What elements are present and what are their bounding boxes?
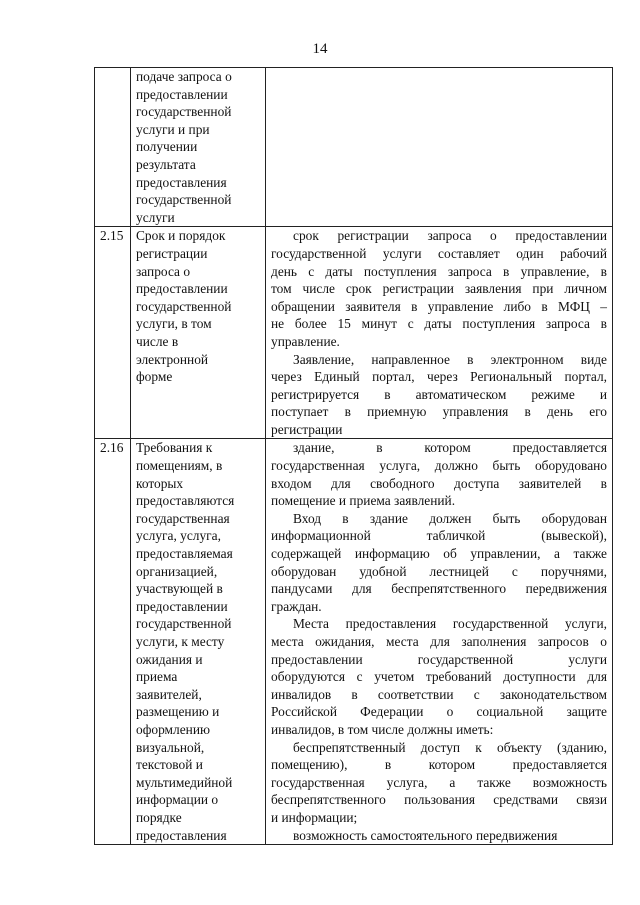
page-number: 14	[312, 41, 328, 57]
section-title-line: предоставлении	[136, 598, 228, 614]
paragraph-line: помещение и приема заявлений.	[271, 493, 456, 509]
section-title-line: государственной	[136, 616, 232, 632]
paragraph-line: инвалидов, в том числе должны иметь:	[271, 721, 494, 737]
section-title-line: ожидания и	[136, 651, 203, 667]
section-title-line: числе в	[136, 333, 179, 349]
section-title-line: которых	[136, 475, 184, 491]
section-title-line: порядке	[136, 809, 182, 825]
paragraph-line: государственная услуга, должно быть оборудовано	[271, 458, 607, 474]
paragraph	[271, 439, 607, 509]
paragraph-line: здание, в котором предоставляется	[293, 440, 607, 456]
paragraph-line: граждан.	[271, 598, 322, 614]
section-title-line: государственной	[136, 298, 232, 314]
section-title-line: электронной	[136, 351, 209, 367]
section-title-line: предоставления	[136, 174, 227, 190]
paragraph-line: и информации;	[271, 809, 358, 825]
paragraph-line: поступает в приемную управления в день его	[271, 404, 607, 420]
section-number	[95, 68, 131, 227]
paragraph-line: помещению), в котором предоставляется	[271, 757, 607, 773]
paragraph-line: входом для свободного доступа заявителей в	[271, 475, 607, 491]
section-title-line: регистрации	[136, 245, 208, 261]
section-title-line: государственной	[136, 192, 232, 208]
section-title-line: визуальной,	[136, 739, 205, 755]
paragraph	[271, 615, 607, 738]
paragraph-line: не более 15 минут с даты поступления запроса в	[271, 316, 607, 332]
section-title-line: результата	[136, 156, 196, 172]
table-row	[95, 439, 613, 845]
paragraph-line: предоставлении государственной услуги	[271, 651, 607, 667]
paragraph-line: возможность самостоятельного передвижения	[293, 827, 558, 843]
section-title-line: запроса о	[136, 263, 191, 279]
paragraph	[271, 510, 607, 616]
paragraph-line: регистрируется в автоматическом режиме и	[271, 386, 607, 402]
section-title-line: размещению и	[136, 704, 220, 720]
section-content	[266, 68, 613, 227]
paragraph-line: регистрации	[271, 421, 343, 437]
paragraph-line: обращении заявителя в управление либо в МФЦ –	[271, 298, 607, 314]
section-title-line: текстовой и	[136, 757, 203, 773]
paragraph-line: беспрепятственного пользования средствами связи	[271, 792, 607, 808]
paragraph-line: беспрепятственный доступ к объекту (зданию,	[293, 739, 607, 755]
section-title-line: услуга, услуга,	[136, 528, 221, 544]
section-title-line: форме	[136, 369, 173, 385]
paragraph	[271, 227, 607, 350]
section-title-line: Требования к	[136, 440, 213, 456]
section-title	[131, 227, 266, 439]
paragraph	[271, 827, 607, 845]
section-title-line: мультимедийной	[136, 774, 233, 790]
section-title-line: предоставляются	[136, 493, 235, 509]
section-title-line: информации о	[136, 792, 219, 808]
section-title-line: оформлению	[136, 721, 210, 737]
paragraph-line: пандусами для беспрепятственного передвижения	[271, 581, 607, 597]
section-title	[131, 68, 266, 227]
section-title	[131, 439, 266, 845]
paragraph-line: государственной услуги составляет один рабочий	[271, 245, 607, 261]
paragraph-line: том числе срок регистрации заявления при личном	[271, 281, 607, 297]
section-number: 2.15	[95, 227, 131, 439]
paragraph-line: срок регистрации запроса о предоставлении	[293, 228, 607, 244]
paragraph-line: места ожидания, места для заполнения запросов о	[271, 634, 607, 649]
paragraph-line: информационной табличкой (вывеской),	[271, 528, 607, 544]
section-title-line: предоставлении	[136, 281, 228, 297]
paragraph-line: Вход в здание должен быть оборудован	[293, 510, 607, 526]
table-body	[95, 68, 613, 845]
section-title-line: подаче запроса о	[136, 69, 232, 84]
section-title-line: участвующей в	[136, 581, 223, 597]
section-content	[266, 439, 613, 845]
paragraph-line: Российской Федерации о социальной защите	[271, 704, 607, 720]
paragraph-line: управление.	[271, 333, 340, 349]
section-number: 2.16	[95, 439, 131, 845]
section-title-line: предоставлении	[136, 86, 228, 102]
regulation-table	[94, 67, 613, 845]
paragraph-line: Заявление, направленное в электронном виде	[293, 351, 607, 367]
section-title-line: государственная	[136, 510, 230, 526]
section-title-line: заявителей,	[136, 686, 202, 702]
paragraph-line: государственная услуга, а также возможность	[271, 774, 607, 790]
paragraph-line: оборудуются с учетом требований доступности для	[271, 669, 607, 685]
section-title-line: услуги	[136, 209, 175, 225]
section-title-line: предоставляемая	[136, 546, 233, 562]
table-row	[95, 227, 613, 439]
paragraph-line: содержащей информацию об управлении, а также	[271, 546, 607, 562]
section-title-line: услуги, к месту	[136, 634, 225, 649]
section-title-line: получении	[136, 139, 198, 155]
section-title-line: Срок и порядок	[136, 228, 226, 244]
paragraph	[271, 351, 607, 439]
paragraph-line: день с даты поступления запроса в управление, в	[271, 263, 607, 279]
section-title-line: помещениям, в	[136, 458, 223, 474]
paragraph-line: инвалидов в соответствии с законодательством	[271, 686, 607, 702]
section-title-line: государственной	[136, 104, 232, 120]
section-title-line: предоставления	[136, 827, 227, 843]
section-title-line: организацией,	[136, 563, 218, 579]
section-content	[266, 227, 613, 439]
section-title-line: услуги, в том	[136, 316, 212, 332]
paragraph-line: оборудован удобной лестницей с поручнями,	[271, 563, 607, 579]
paragraph	[271, 739, 607, 827]
table-row	[95, 68, 613, 227]
paragraph-line: Места предоставления государственной услуги,	[293, 616, 607, 632]
section-title-line: приема	[136, 669, 178, 685]
section-title-line: услуги и при	[136, 121, 210, 137]
paragraph-line: через Единый портал, через Региональный портал,	[271, 369, 607, 385]
